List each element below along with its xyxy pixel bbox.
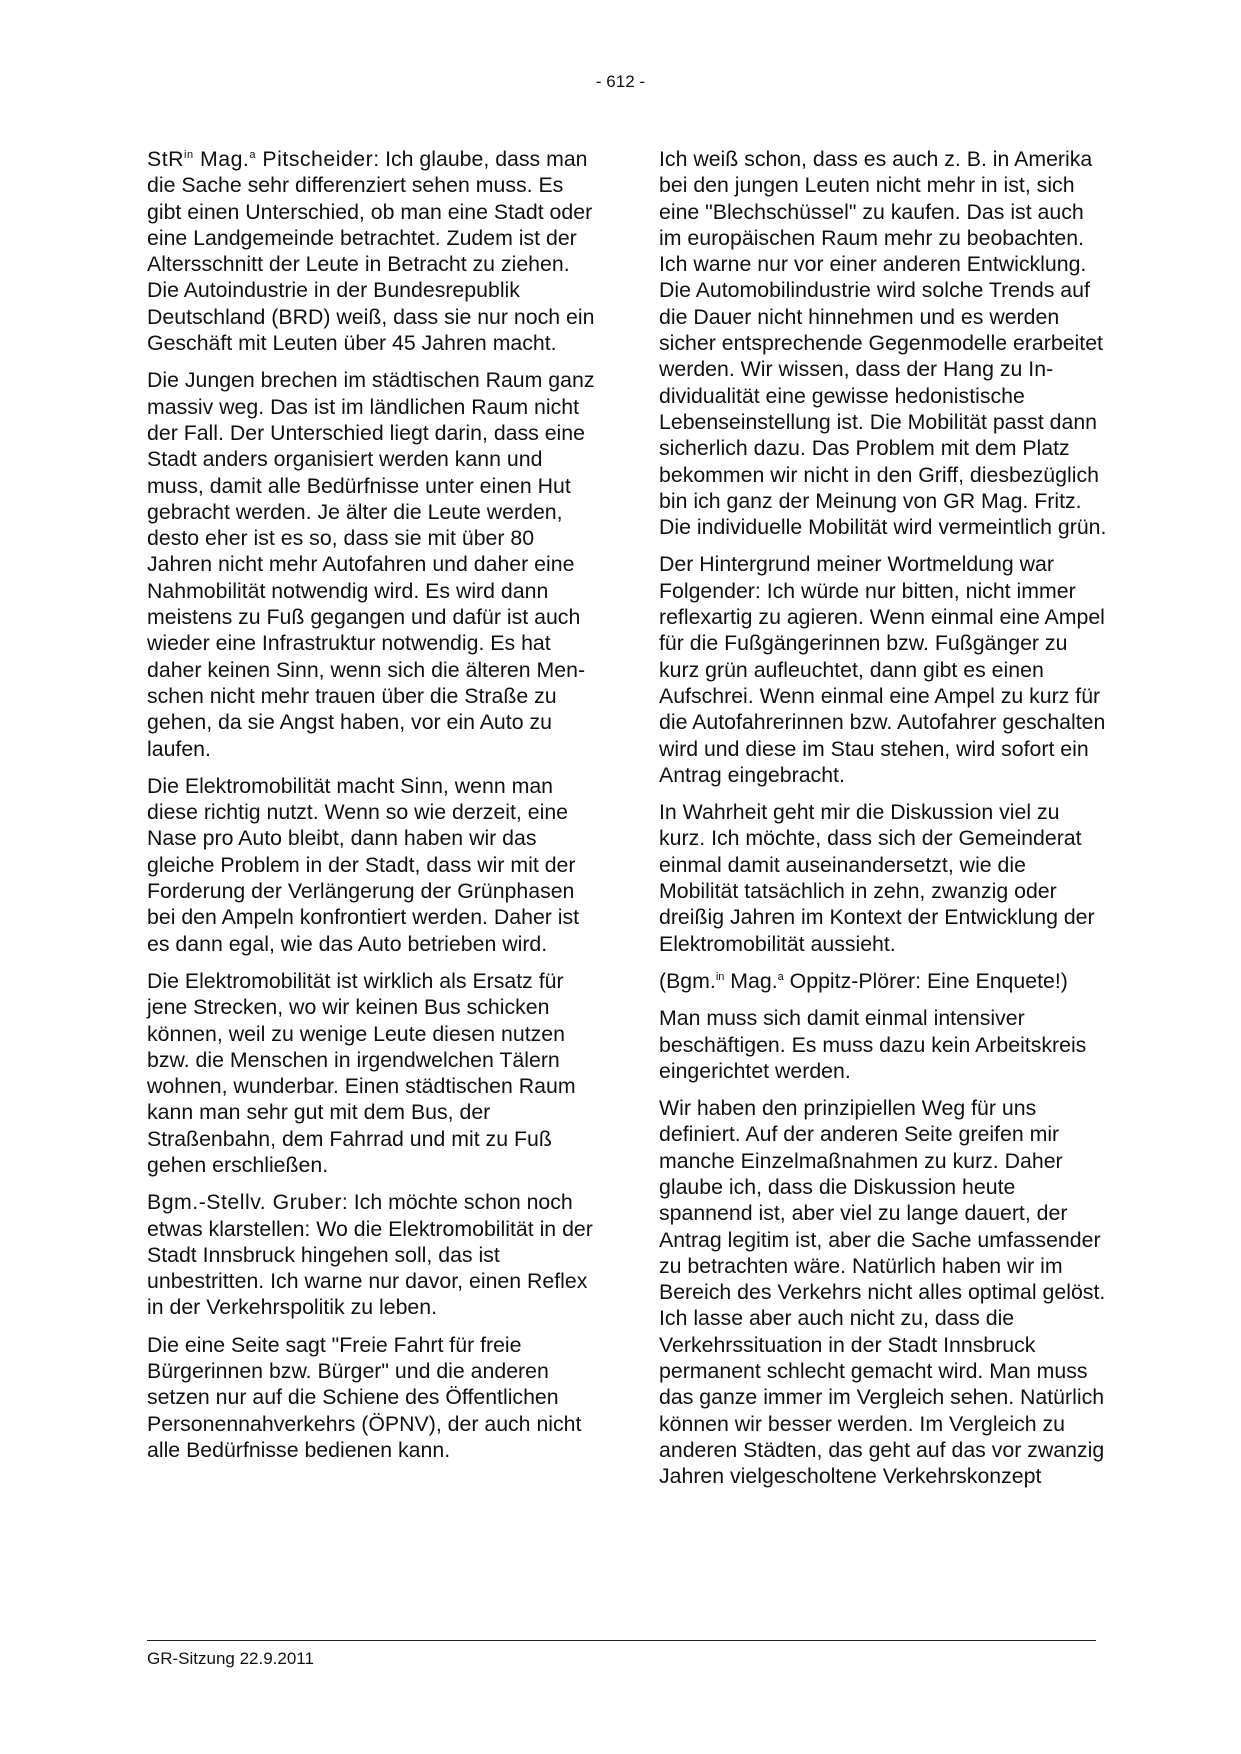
speaker-name: Bgm.-Stellv. Gruber	[147, 1190, 342, 1215]
paragraph: Bgm.-Stellv. Gruber: Ich möchte schon noch etwas klarstellen: Wo die Elektromobilität in der Stadt Innsbruck hingehen soll, das ist unbestritten. Ich warne nur davor, einen Reflex in der Verkehrspolitik zu leben.	[147, 1190, 593, 1320]
page-number: - 612 -	[595, 72, 646, 91]
paragraph: StR$^{in}$ Mag.$^a$ Pitscheider: Ich glaube, dass man die Sache sehr differenziert sehen muss. Es gibt einen Unterschied, ob man eine Stadt oder eine Landgemeinde betrachtet. Zudem ist der Altersschnitt der Leute in Betracht zu ziehen. Die Autoindustrie in der Bundesrepublik Deutschland (BRD) weiß, dass sie nur noch ein Geschäft mit Leuten über 45 Jahren macht.	[147, 147, 595, 356]
paragraph: Die Elektromobilität ist wirklich als Ersatz für jene Strecken, wo wir keinen Bus schicken können, weil zu wenige Leute diesen nutzen bzw. die Menschen in irgendwelchen Tälern wohnen, wunderbar. Einen städtischen Raum kann man sehr gut mit dem Bus, der Straßenbahn, dem Fahrrad und mit zu Fuß gehen erschließen.	[147, 968, 576, 1177]
left-column	[147, 146, 595, 1474]
paragraph: Ich weiß schon, dass es auch z. B. in Amerika bei den jungen Leuten nicht mehr in ist, sich eine "Blechschüssel" zu kaufen. Das ist auch im europäischen Raum mehr zu beobachten. Ich warne nur vor einer anderen Entwicklung. Die Automobilindustrie wird solche Trends auf die Dauer nicht hinnehmen und es werden sicher entsprechende Gegenmodelle erarbeitet werden. Wir wissen, dass der Hang zu Individualität eine gewisse hedonistische Lebenseinstellung ist. Die Mobilität passt dann sicherlich dazu. Das Problem mit dem Platz bekommen wir nicht in den Griff, diesbezüglich bin ich ganz der Meinung von GR Mag. Fritz. Die individuelle Mobilität wird vermeintlich grün.	[659, 147, 1107, 540]
paragraph: Die eine Seite sagt "Freie Fahrt für freie Bürgerinnen bzw. Bürger" und die anderen setzen nur auf die Schiene des Öffentlichen Personennahverkehrs (ÖPNV), der auch nicht alle Bedürfnisse bedienen kann.	[147, 1332, 582, 1462]
right-column	[659, 146, 1107, 1501]
speaker-name: StR$^{in}$ Mag.$^a$ Pitscheider	[147, 147, 374, 171]
interjection: (Bgm.$^{in}$ Mag.$^a$ Oppitz-Plörer: Eine Enquete!)	[659, 968, 1068, 993]
paragraph: Man muss sich damit einmal intensiver beschäftigen. Es muss dazu kein Arbeitskreis eingerichtet werden.	[659, 1006, 1087, 1083]
paragraph: Der Hintergrund meiner Wortmeldung war Folgender: Ich würde nur bitten, nicht immer reflexartig zu agieren. Wenn einmal eine Ampel für die Fußgängerinnen bzw. Fußgänger zu kurz grün aufleuchtet, dann gibt es einen Aufschrei. Wenn einmal eine Ampel zu kurz für die Autofahrerinnen bzw. Autofahrer geschalten wird und diese im Stau stehen, wird sofort ein Antrag eingebracht.	[659, 552, 1106, 787]
paragraph: Die Jungen brechen im städtischen Raum ganz massiv weg. Das ist im ländlichen Raum nicht der Fall. Der Unterschied liegt darin, dass eine Stadt anders organisiert werden kann und muss, damit alle Bedürfnisse unter einen Hut gebracht werden. Je älter die Leute werden, desto eher ist es so, dass sie mit über 80 Jahren nicht mehr Autofahren und daher eine Nahmobilität notwendig wird. Es wird dann meistens zu Fuß gegangen und dafür ist auch wieder eine Infrastruktur notwendig. Es hat daher keinen Sinn, wenn sich die älteren Menschen nicht mehr trauen über die Straße zu gehen, da sie Angst haben, vor ein Auto zu laufen.	[147, 368, 595, 761]
paragraph: Die Elektromobilität macht Sinn, wenn man diese richtig nutzt. Wenn so wie derzeit, eine Nase pro Auto bleibt, dann haben wir das gleiche Problem in der Stadt, dass wir mit der Forderung der Verlängerung der Grünphasen bei den Ampeln konfrontiert werden. Daher ist es dann egal, wie das Auto betrieben wird.	[147, 773, 580, 956]
paragraph: In Wahrheit geht mir die Diskussion viel zu kurz. Ich möchte, dass sich der Gemeinderat einmal damit auseinandersetzt, wie die Mobilität tatsächlich in zehn, zwanzig oder dreißig Jahren im Kontext der Entwicklung der Elektromobilität aussieht.	[659, 800, 1095, 956]
footer-text: GR-Sitzung 22.9.2011	[147, 1649, 314, 1668]
paragraph: Wir haben den prinzipiellen Weg für uns definiert. Auf der anderen Seite greifen mir manche Einzelmaßnahmen zu kurz. Daher glaube ich, dass die Diskussion heute spannend ist, aber viel zu lange dauert, der Antrag legitim ist, aber die Sache umfassender zu betrachten wäre. Natürlich haben wir im Bereich des Verkehrs nicht alles optimal gelöst. Ich lasse aber auch nicht zu, dass die Verkehrssituation in der Stadt Innsbruck permanent schlecht gemacht wird. Man muss das ganze immer im Vergleich sehen. Natürlich können wir besser werden. Im Vergleich zu anderen Städten, das geht auf das vor zwanzig Jahren vielgescholtene Verkehrskonzept	[659, 1096, 1106, 1489]
footer-rule	[147, 1640, 1096, 1641]
